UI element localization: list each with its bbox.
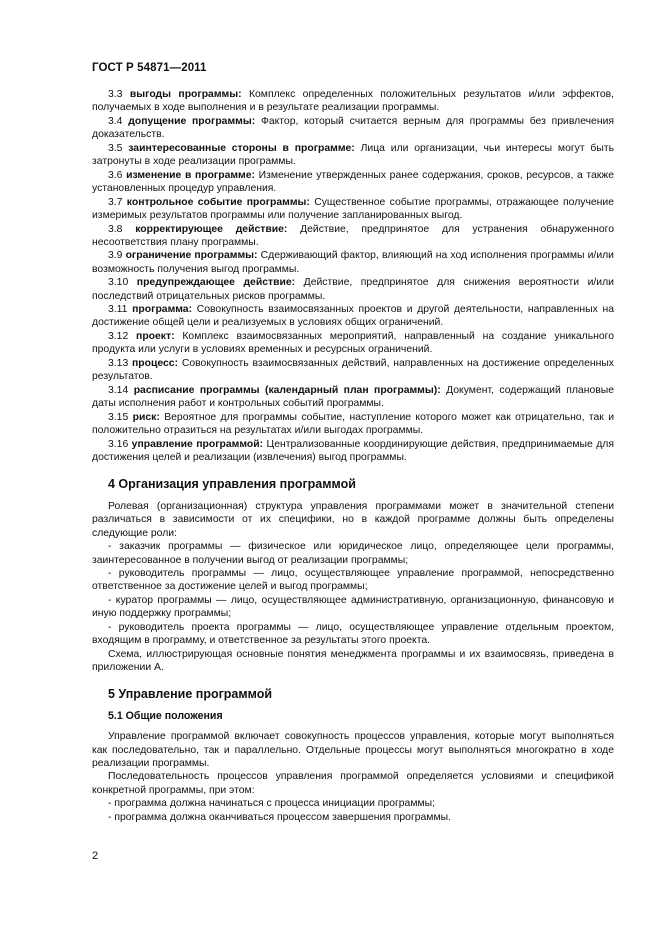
term-text: Действие, предпринятое для снижения вероятности и/или последствий отрицательных рисков программы. xyxy=(92,277,614,302)
section-5-heading: 5 Управление программой xyxy=(108,687,273,702)
term-name: ограничение программы: xyxy=(125,250,258,262)
term-text: Совокупность взаимосвязанных действий, направленных на достижение определенных результатов. xyxy=(92,358,614,383)
term-text: Документ, содержащий плановые даты исполнения работ и контрольных событий программы. xyxy=(92,384,614,410)
section-4-heading: 4 Организация управления программой xyxy=(108,477,356,492)
term-definition xyxy=(92,357,614,383)
term-name: контрольное событие программы: xyxy=(126,196,310,208)
term-definition xyxy=(92,249,614,275)
term-name: риск: xyxy=(132,411,160,423)
term-text: Сдерживающий фактор, влияющий на ход исполнения программы и/или возможность получения выгод программы. xyxy=(92,250,614,275)
page-number: 2 xyxy=(92,850,99,862)
section-4-intro: Ролевая (организационная) структура управления программами может в значительной степени различаться в зависимости от их специфики, но в каждой программе должны быть определены следующие роли: xyxy=(92,501,614,539)
term-number: 3.3 xyxy=(108,89,123,100)
term-number: 3.15 xyxy=(108,411,129,423)
term-number: 3.14 xyxy=(108,384,129,396)
document-body xyxy=(92,88,614,825)
term-name: расписание программы (календарный план программы): xyxy=(133,384,441,396)
term-number: 3.4 xyxy=(108,115,123,127)
term-text: Вероятное для программы событие, наступление которого может как отрицательно, так и положительно отразиться на результатах и/или выгодах программы. xyxy=(92,411,615,437)
section-5-paragraph: Последовательность процессов управления программой определяется условиями и спецификой конкретной программы, при этом: xyxy=(92,771,614,796)
subsection-5-1-heading: 5.1 Общие положения xyxy=(108,710,223,723)
term-definition xyxy=(92,88,614,114)
term-number: 3.12 xyxy=(108,331,129,343)
term-number: 3.8 xyxy=(108,223,123,235)
term-definition xyxy=(92,196,614,222)
term-text: Комплекс определенных положительных результатов и/или эффектов, получаемых в ходе выполнения и в результате реализации программы. xyxy=(92,89,615,114)
term-definition xyxy=(92,303,614,329)
term-number: 3.11 xyxy=(108,304,128,316)
term-text: Фактор, который считается верным для программы без привлечения доказательств. xyxy=(92,115,615,141)
term-text: Лица или организации, чьи интересы могут быть затронуты в ходе реализации программы. xyxy=(92,142,615,168)
role-item: - руководитель проекта программы — лицо, осуществляющее управление отдельным проектом, входящим в программу, и ответственное за результаты этого проекта. xyxy=(92,622,614,647)
term-name: программа: xyxy=(132,304,193,316)
role-item: - заказчик программы — физическое или юридическое лицо, определяющее цели программы, заинтересованное в получении выгод от реализации программы; xyxy=(92,541,614,566)
document-header: ГОСТ Р 54871—2011 xyxy=(92,62,207,74)
term-text: Совокупность взаимосвязанных проектов и другой деятельности, направленных на достижение общей цели и реализуемых в условиях общих ограничений. xyxy=(92,304,614,329)
term-definition xyxy=(92,142,614,168)
list-item: - программа должна начинаться с процесса инициации программы; xyxy=(108,798,435,810)
term-text: Существенное событие программы, отражающее получение измеримых результатов программы или получение запланированных выгод. xyxy=(92,196,614,221)
term-definition xyxy=(92,115,614,141)
term-number: 3.9 xyxy=(108,250,123,262)
terms-list xyxy=(92,88,614,464)
term-definition xyxy=(92,276,614,302)
term-definition xyxy=(92,411,614,437)
term-name: предупреждающее действие: xyxy=(136,277,296,289)
term-definition xyxy=(92,438,614,464)
section-5-paragraph: Управление программой включает совокупность процессов управления, которые могут выполняться как последовательно, так и параллельно. Отдельные процессы могут выполняться многократно в ходе реализации программы. xyxy=(92,731,614,769)
term-number: 3.5 xyxy=(108,142,123,154)
role-item: - руководитель программы — лицо, осуществляющее управление программой, непосредственно ответственное за достижение целей и выгод программы; xyxy=(92,568,614,593)
role-item: - куратор программы — лицо, осуществляющее административную, организационную, финансовую и иную поддержку программы; xyxy=(92,595,614,620)
term-text: Изменение утвержденных ранее содержания, сроков, ресурсов, а также установленных процедур управления. xyxy=(92,169,615,194)
term-number: 3.6 xyxy=(108,169,123,181)
term-name: изменение в программе: xyxy=(126,169,255,181)
term-definition xyxy=(92,223,614,249)
term-name: заинтересованные стороны в программе: xyxy=(128,142,355,154)
list-item: - программа должна оканчиваться процессом завершения программы. xyxy=(108,812,451,824)
term-definition xyxy=(92,384,614,410)
term-text: Централизованные координирующие действия, предпринимаемые для достижения целей и реализации (извлечения) выгод программы. xyxy=(92,438,614,463)
section-4-closing: Схема, иллюстрирующая основные понятия менеджмента программы и их взаимосвязь, приведена в приложении А. xyxy=(92,648,614,674)
term-number: 3.10 xyxy=(108,277,129,289)
term-definition xyxy=(92,330,614,356)
term-name: допущение программы: xyxy=(128,115,256,127)
term-name: выгоды программы: xyxy=(129,89,242,100)
term-number: 3.16 xyxy=(108,438,129,450)
term-number: 3.13 xyxy=(108,358,129,370)
term-definition xyxy=(92,169,614,195)
term-name: корректирующее действие: xyxy=(135,223,288,235)
term-name: проект: xyxy=(136,331,175,343)
term-name: процесс: xyxy=(132,358,179,370)
term-text: Действие, предпринятое для устранения обнаруженного несоответствия плану программы. xyxy=(92,223,615,248)
term-text: Комплекс взаимосвязанных мероприятий, направленный на создание уникального продукта или услуги в условиях временных и ресурсных ограничений. xyxy=(92,331,615,356)
term-number: 3.7 xyxy=(108,196,123,208)
term-name: управление программой: xyxy=(131,438,264,450)
